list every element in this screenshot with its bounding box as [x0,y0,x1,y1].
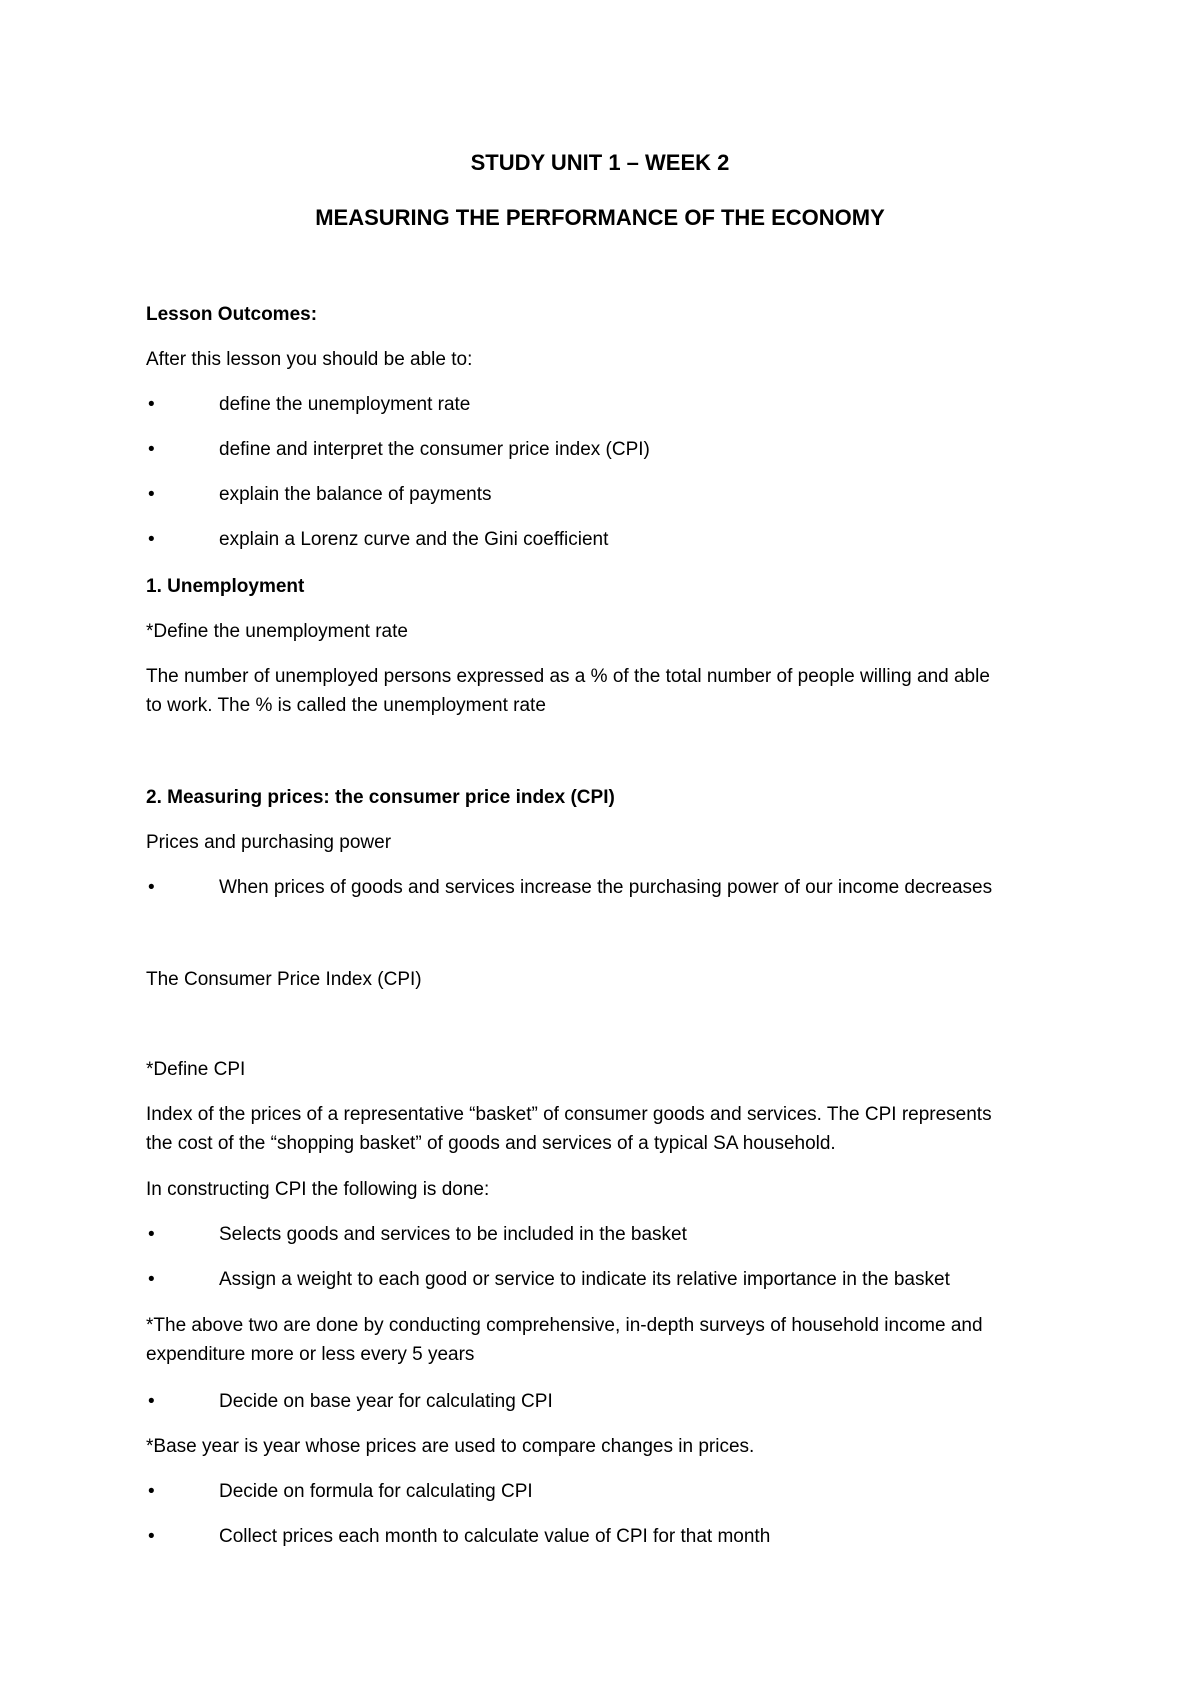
construct-item: Assign a weight to each good or service to indicate its relative importance in the basket [219,1269,950,1290]
section-2-subheading: Prices and purchasing power [146,832,392,853]
construct-item: Decide on formula for calculating CPI [219,1481,533,1502]
construct-intro: In constructing CPI the following is done: [146,1179,490,1200]
outcome-item: explain a Lorenz curve and the Gini coefficient [219,529,609,550]
cpi-title: The Consumer Price Index (CPI) [146,969,422,990]
section-1-text-line: The number of unemployed persons expressed as a % of the total number of people willing and able [146,666,990,687]
section-2-heading: 2. Measuring prices: the consumer price index (CPI) [146,787,615,808]
outcome-item: define the unemployment rate [219,394,471,415]
outcomes-intro: After this lesson you should be able to: [146,349,473,370]
construct-item: Selects goods and services to be included in the basket [219,1224,687,1245]
bullet-icon: • [148,1391,155,1412]
page-subtitle: MEASURING THE PERFORMANCE OF THE ECONOMY [315,205,885,230]
survey-note-line: expenditure more or less every 5 years [146,1344,475,1365]
bullet-icon: • [148,877,155,898]
bullet-icon: • [148,394,155,415]
bullet-icon: • [148,529,155,550]
section-1-define: *Define the unemployment rate [146,621,408,642]
outcomes-heading: Lesson Outcomes: [146,304,318,325]
cpi-define: *Define CPI [146,1059,246,1080]
bullet-icon: • [148,1526,155,1547]
base-year-note: *Base year is year whose prices are used to compare changes in prices. [146,1436,755,1457]
purchasing-power-item: When prices of goods and services increase the purchasing power of our income decreases [219,877,993,898]
survey-note-line: *The above two are done by conducting comprehensive, in-depth surveys of household income and [146,1315,983,1336]
section-1-text-line: to work. The % is called the unemployment rate [146,695,546,716]
bullet-icon: • [148,484,155,505]
section-1-heading: 1. Unemployment [146,576,305,597]
bullet-icon: • [148,1481,155,1502]
cpi-text-line: the cost of the “shopping basket” of goods and services of a typical SA household. [146,1133,836,1154]
outcome-item: define and interpret the consumer price index (CPI) [219,439,650,460]
construct-item: Decide on base year for calculating CPI [219,1391,553,1412]
bullet-icon: • [148,1269,155,1290]
cpi-text-line: Index of the prices of a representative “basket” of consumer goods and services. The CPI represents [146,1104,992,1125]
bullet-icon: • [148,1224,155,1245]
bullet-icon: • [148,439,155,460]
page-title: STUDY UNIT 1 – WEEK 2 [470,150,730,175]
construct-item: Collect prices each month to calculate value of CPI for that month [219,1526,771,1547]
outcome-item: explain the balance of payments [219,484,492,505]
